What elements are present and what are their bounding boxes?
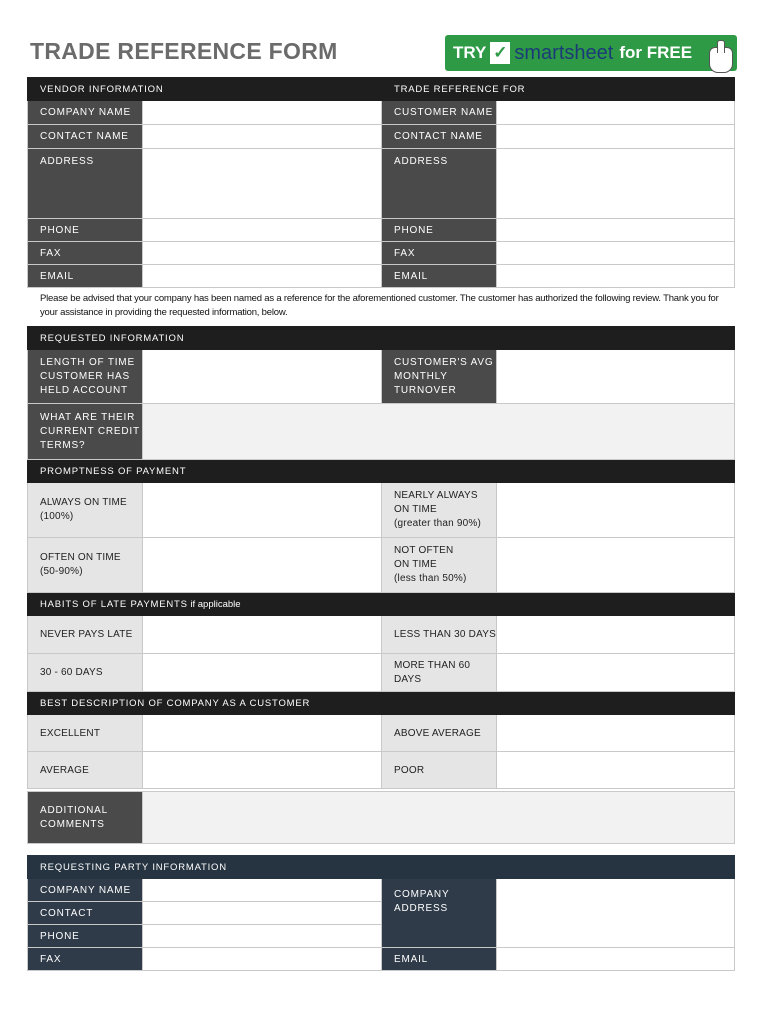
requesting-party-table — [27, 855, 735, 971]
nearly-line-3: (greater than 90%) — [394, 518, 481, 529]
req-contact-label: CONTACT — [28, 902, 143, 925]
nearly-line-1: NEARLY ALWAYS — [394, 490, 478, 501]
customer-address-label: ADDRESS — [382, 149, 497, 219]
vendor-header: VENDOR INFORMATION — [28, 78, 382, 101]
often-line-1: OFTEN ON TIME — [40, 552, 121, 563]
checkmark-icon: ✓ — [490, 42, 510, 64]
req-company-address-field[interactable] — [497, 879, 735, 948]
late-payments-header — [28, 593, 735, 616]
average-label: AVERAGE — [28, 752, 143, 789]
nearly-line-2: ON TIME — [394, 504, 437, 515]
always-line-2: (100%) — [40, 511, 74, 522]
req-company-address-label: COMPANY ADDRESS — [382, 879, 497, 948]
not-often-field[interactable] — [497, 538, 735, 593]
vendor-fax-field[interactable] — [143, 242, 382, 265]
vendor-email-label: EMAIL — [28, 265, 143, 288]
req-phone-field[interactable] — [143, 925, 382, 948]
vendor-company-label: COMPANY NAME — [28, 101, 143, 125]
req-company-name-label: COMPANY NAME — [28, 879, 143, 902]
vendor-contact-label: CONTACT NAME — [28, 125, 143, 149]
req-fax-label: FAX — [28, 948, 143, 971]
customer-name-field[interactable] — [497, 101, 735, 125]
trade-for-header: TRADE REFERENCE FOR — [382, 78, 735, 101]
description-header: BEST DESCRIPTION OF COMPANY AS A CUSTOMER — [28, 692, 735, 715]
req-email-label: EMAIL — [382, 948, 497, 971]
req-fax-field[interactable] — [143, 948, 382, 971]
customer-address-field[interactable] — [497, 149, 735, 219]
often-on-time-label — [28, 538, 143, 593]
30-60-days-label: 30 - 60 DAYS — [28, 654, 143, 692]
avg-turnover-label: CUSTOMER'S AVG MONTHLY TURNOVER — [382, 350, 497, 404]
vendor-address-label: ADDRESS — [28, 149, 143, 219]
poor-label: POOR — [382, 752, 497, 789]
late-header-text: HABITS OF LATE PAYMENTS — [40, 598, 188, 610]
customer-contact-field[interactable] — [497, 125, 735, 149]
30-60-days-field[interactable] — [143, 654, 382, 692]
vendor-trade-table — [27, 77, 735, 288]
credit-terms-label: WHAT ARE THEIR CURRENT CREDIT TERMS? — [28, 404, 143, 460]
often-line-2: (50-90%) — [40, 566, 83, 577]
vendor-contact-field[interactable] — [143, 125, 382, 149]
vendor-email-field[interactable] — [143, 265, 382, 288]
customer-name-label: CUSTOMER NAME — [382, 101, 497, 125]
late-header-suffix: if applicable — [187, 598, 241, 610]
additional-comments-label: ADDITIONAL COMMENTS — [28, 792, 143, 844]
more-than-60-field[interactable] — [497, 654, 735, 692]
avg-turnover-field[interactable] — [497, 350, 735, 404]
customer-email-field[interactable] — [497, 265, 735, 288]
cta-free-label: for FREE — [619, 43, 693, 62]
poor-field[interactable] — [497, 752, 735, 789]
always-on-time-label — [28, 483, 143, 538]
pointer-hand-icon — [709, 47, 733, 73]
vendor-address-field[interactable] — [143, 149, 382, 219]
length-of-time-field[interactable] — [143, 350, 382, 404]
customer-contact-label: CONTACT NAME — [382, 125, 497, 149]
always-line-1: ALWAYS ON TIME — [40, 497, 127, 508]
vendor-fax-label: FAX — [28, 242, 143, 265]
average-field[interactable] — [143, 752, 382, 789]
often-on-time-field[interactable] — [143, 538, 382, 593]
requested-header: REQUESTED INFORMATION — [28, 327, 735, 350]
credit-terms-field[interactable] — [143, 404, 735, 460]
nearly-always-field[interactable] — [497, 483, 735, 538]
requesting-party-header: REQUESTING PARTY INFORMATION — [28, 856, 735, 879]
always-on-time-field[interactable] — [143, 483, 382, 538]
customer-phone-field[interactable] — [497, 219, 735, 242]
nearly-always-label — [382, 483, 497, 538]
promptness-header: PROMPTNESS OF PAYMENT — [28, 460, 735, 483]
never-pays-late-label: NEVER PAYS LATE — [28, 616, 143, 654]
req-company-name-field[interactable] — [143, 879, 382, 902]
length-of-time-label: LENGTH OF TIME CUSTOMER HAS HELD ACCOUNT — [28, 350, 143, 404]
less-than-30-label: LESS THAN 30 DAYS — [382, 616, 497, 654]
additional-comments-field[interactable] — [143, 792, 735, 844]
page-title: TRADE REFERENCE FORM — [30, 38, 338, 64]
not-often-line-1: NOT OFTEN — [394, 545, 454, 556]
not-often-label — [382, 538, 497, 593]
requested-info-table — [27, 326, 735, 844]
cta-try-label: TRY — [453, 43, 487, 62]
customer-phone-label: PHONE — [382, 219, 497, 242]
customer-email-label: EMAIL — [382, 265, 497, 288]
try-smartsheet-button[interactable] — [445, 35, 737, 71]
more-than-60-label: MORE THAN 60 DAYS — [382, 654, 497, 692]
above-average-label: ABOVE AVERAGE — [382, 715, 497, 752]
above-average-field[interactable] — [497, 715, 735, 752]
never-pays-late-field[interactable] — [143, 616, 382, 654]
vendor-phone-label: PHONE — [28, 219, 143, 242]
req-contact-field[interactable] — [143, 902, 382, 925]
excellent-field[interactable] — [143, 715, 382, 752]
less-than-30-field[interactable] — [497, 616, 735, 654]
not-often-line-2: ON TIME — [394, 559, 437, 570]
customer-fax-label: FAX — [382, 242, 497, 265]
req-email-field[interactable] — [497, 948, 735, 971]
req-phone-label: PHONE — [28, 925, 143, 948]
vendor-company-field[interactable] — [143, 101, 382, 125]
vendor-phone-field[interactable] — [143, 219, 382, 242]
customer-fax-field[interactable] — [497, 242, 735, 265]
advisory-note: Please be advised that your company has been named as a reference for the aforementioned customer. The customer has authorized the following review. Thank you for your assistance in providing the requested information, below. — [40, 293, 719, 318]
smartsheet-logo: smartsheet — [514, 41, 614, 64]
not-often-line-3: (less than 50%) — [394, 573, 467, 584]
excellent-label: EXCELLENT — [28, 715, 143, 752]
